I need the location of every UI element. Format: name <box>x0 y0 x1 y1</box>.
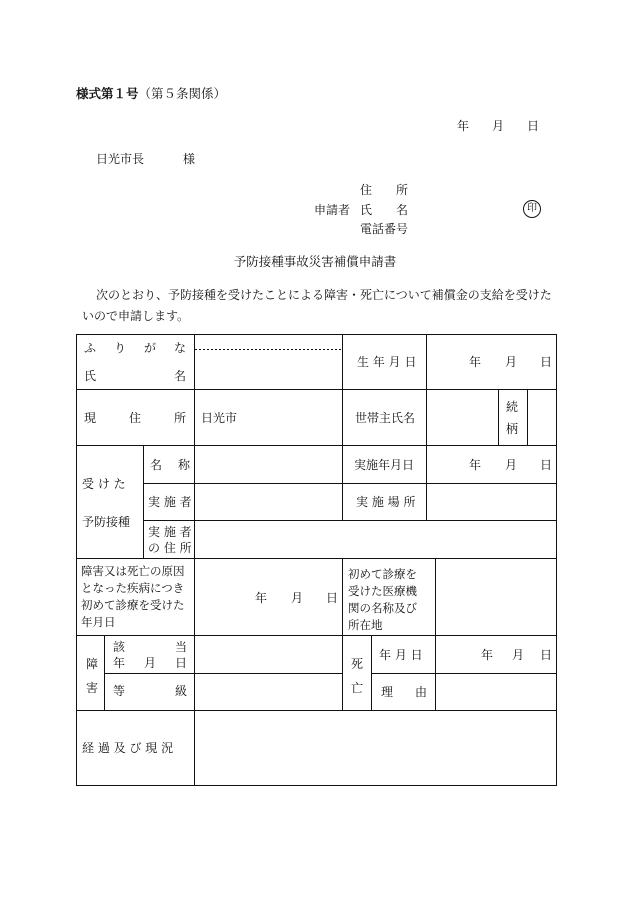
cause-date-line: となった疾病につき <box>81 581 185 595</box>
first-facility-line: 初めて診療を <box>348 567 417 581</box>
vac-provider-address-2: の 住 所 <box>148 541 192 555</box>
address-char: 現 <box>84 411 97 425</box>
cause-date-day: 日 <box>326 591 339 605</box>
applicant-label: 申請者 <box>314 203 351 217</box>
intro-paragraph <box>82 285 562 327</box>
form-reference: （第５条関係） <box>138 86 227 101</box>
vac-provider-label: 実 施 者 <box>148 495 192 509</box>
first-facility-line: 所在地 <box>348 618 383 632</box>
applicant-address-label: 住 所 <box>360 183 409 197</box>
grade-char: 等 <box>113 684 126 698</box>
furigana-char: ふ <box>84 341 97 355</box>
cause-date-month: 月 <box>291 591 304 605</box>
cause-date-year: 年 <box>255 591 268 605</box>
applicable-char: 当 <box>174 640 187 654</box>
name-char: 氏 <box>84 369 97 383</box>
date-day: 日 <box>527 119 540 133</box>
furigana-char: が <box>143 341 156 355</box>
intro-text: 次のとおり、予防接種を受けたことによる障害・死亡について補償金の支給を受けたいので申請します。 <box>82 288 552 323</box>
applicable-date-char: 年 <box>113 656 126 670</box>
death-date-day: 日 <box>540 648 553 662</box>
disability-char-2: 害 <box>86 681 99 695</box>
applicable-char: 該 <box>113 640 126 654</box>
applicant-name-label: 氏 名 <box>360 203 409 217</box>
cause-date-line: 初めて診療を受けた <box>81 598 185 612</box>
reason-char: 理 <box>381 685 394 699</box>
death-char-2: 亡 <box>351 681 364 695</box>
reason-label <box>381 684 427 700</box>
death-date-label: 年 月 日 <box>379 648 423 662</box>
vac-name-char: 名 <box>150 458 163 472</box>
form-number <box>76 84 226 102</box>
birthdate-year: 年 <box>469 355 482 369</box>
addressee-honorific: 様 <box>183 152 196 166</box>
death-char-1: 死 <box>351 657 364 671</box>
first-facility-line: 関の名称及び <box>348 601 417 615</box>
applicable-date-char: 月 <box>143 656 156 670</box>
birthdate-month: 月 <box>505 355 518 369</box>
applicable-label <box>113 639 187 655</box>
vaccination-group-label-2: 予防接種 <box>82 515 131 529</box>
vac-place-label: 実 施 場 所 <box>356 495 416 509</box>
grade-char: 級 <box>174 684 187 698</box>
vac-provider-address-1: 実 施 者 <box>148 525 192 539</box>
first-facility-line: 受けた医療機 <box>348 584 417 598</box>
grade-label <box>113 683 187 699</box>
table-border <box>77 335 557 786</box>
name-label <box>84 368 186 384</box>
vac-name-char: 称 <box>177 458 190 472</box>
relation-label-1: 続 <box>506 400 519 414</box>
vac-date-label: 実施年月日 <box>354 458 415 472</box>
birthdate-label: 生 年 月 日 <box>357 355 417 369</box>
death-date-month: 月 <box>512 648 525 662</box>
name-char: 名 <box>173 369 186 383</box>
seal-stamp: 印 <box>523 200 541 218</box>
cause-date-line: 年月日 <box>81 615 116 629</box>
vac-name-label <box>150 457 190 473</box>
address-char: 所 <box>173 411 186 425</box>
furigana-label <box>84 340 186 356</box>
furigana-char: り <box>113 341 126 355</box>
history-label: 経 過 及 び 現 況 <box>82 741 174 755</box>
applicant-phone-label: 電話番号 <box>360 222 409 236</box>
vaccination-group-label-1: 受 け た <box>82 477 126 491</box>
death-date-year: 年 <box>481 648 494 662</box>
first-facility-label <box>348 566 434 634</box>
form-number-label: 様式第１号 <box>76 86 139 101</box>
reason-char: 由 <box>414 685 427 699</box>
applicable-date-label <box>113 655 187 671</box>
relation-label-2: 柄 <box>506 422 519 436</box>
birthdate-day: 日 <box>540 355 553 369</box>
vac-date-month: 月 <box>505 458 518 472</box>
date-year: 年 <box>457 119 470 133</box>
vac-date-year: 年 <box>469 458 482 472</box>
document-title: 予防接種事故災害補償申請書 <box>233 254 397 269</box>
cause-date-line: 障害又は死亡の原因 <box>81 564 185 578</box>
current-address-value[interactable]: 日光市 <box>201 411 238 425</box>
cause-date-label <box>81 563 193 631</box>
current-address-label <box>84 410 186 426</box>
vac-date-day: 日 <box>540 458 553 472</box>
date-month: 月 <box>492 119 505 133</box>
addressee: 日光市長 <box>96 152 145 166</box>
householder-label: 世帯主氏名 <box>355 411 416 425</box>
disability-char-1: 障 <box>86 657 99 671</box>
applicable-date-char: 日 <box>174 656 187 670</box>
address-char: 住 <box>128 411 141 425</box>
furigana-char: な <box>173 341 186 355</box>
